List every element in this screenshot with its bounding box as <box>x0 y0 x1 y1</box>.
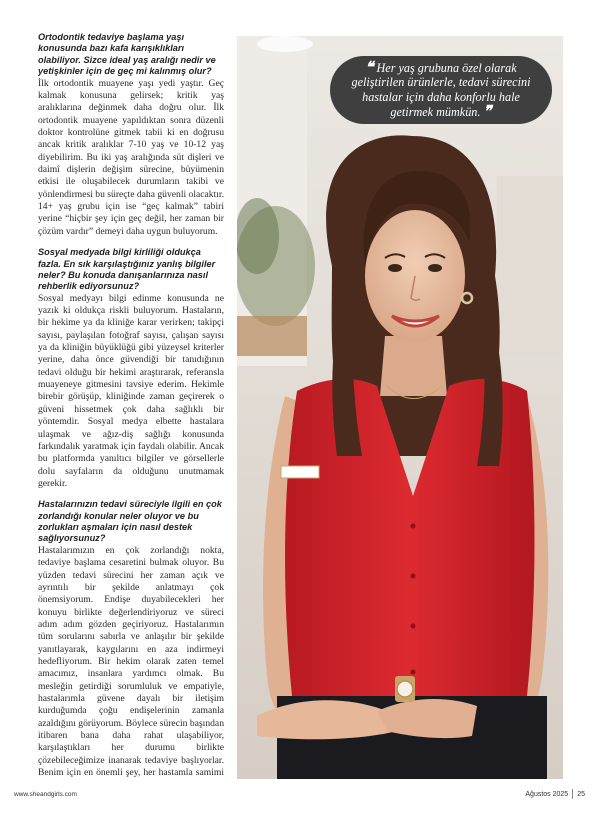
interview-question-2: Sosyal medyada bilgi kirliliği oldukça fazla. En sık karşılaştığınız yanlış bilgiler neler? Bu konuda danışanlarınıza nasıl rehberlik ediyorsunuz? <box>38 247 216 292</box>
interview-question-3: Hastalarınızın tedavi süreciyle ilgili en çok zorlandığı konular neler oluyor ve bu zorlukları aşmaları için nasıl destek sağlıyorsunuz? <box>38 499 222 544</box>
open-quote-icon: ❝ <box>365 59 374 76</box>
pull-quote-text <box>348 61 534 119</box>
footer-website: www.sheandgirls.com <box>14 791 77 798</box>
interview-answer-2: Sosyal medyayı bilgi edinme konusunda ne yazık ki oldukça riskli buluyorum. Hastaların, bir hekime ya da kliniğe karar verirken; takipçi sayısı, paylaşılan fotoğraf sayısı, çalışan sayısı ya da kliniğin büyüklüğü gibi yüzeysel kriterler yerine, daha önce güvendiği bir tanıdığının tedavi olduğu bir hekimi araştırarak, referansla muayeneye gitmesini tavsiye ederim. Hekimle birebir görüşüp, kliniğinde zaman geçirerek o güveni hissetmek çok daha sağlıklı bir yöntemdir. Sosyal medya elbette hastalara ulaşmak ve ağız-diş sağlığı konusunda farkındalık yaratmak için faydalı olabilir. Ancak bu platformda yanıltıcı bilgiler ve görsellerle dolu sayfaların da olduğunu unutmamak gerekir. <box>38 292 224 489</box>
pull-quote-body: Her yaş grubuna özel olarak geliştirilen ürünlerle, tedavi sürecini hastalar için daha konforlu hale getirmek mümkün. <box>351 60 531 119</box>
footer-issue: Ağustos 2025 <box>525 790 569 798</box>
interview-answer-3: Hastalarımızın en çok zorlandığı nokta, tedaviye başlama cesaretini bulmak oluyor. Bu yüzden tedavi sürecini her zaman açık ve ayrıntılı bir şekilde anlatmayı çok önemsiyorum. Endişe duyabilecekleri her konuyu birlikte değerlendiriyoruz ve süreci adım adım gözden geçiriyoruz. Hastalarımın tüm sorularını sabırla ve anlaşılır bir şekilde yanıtlayarak, kaygılarını en aza indirmeyi hedefliyorum. Bir hekim olarak zaten temel amacımız, insanlara yardımcı olmak. Bu mesleğin getirdiği sorumluluk ve empatiyle, hastalarımla güvene dayalı bir iletişim kurduğumda çoğu endişelerinin zamanla azaldığını görüyorum. Böylece sürecin başından itibaren bana daha rahat ulaşabiliyor, karşılaştıkları her durumu birlikte çözebileceğimize inanarak tedaviye başlıyorlar. Benim için en önemli şey, her hastamla samimi <box>38 544 224 777</box>
portrait-illustration <box>237 36 563 779</box>
close-quote-icon: ❞ <box>483 103 492 120</box>
interview-answer-1: İlk ortodontik muayene yaşı yedi yaştır. Geç kalmak konusuna gelirsek; kritik yaş aralıklarına değinmek daha doğru olur. İlk ortodontik muayene yapıldıktan sonra düzenli doktor kontrolüne gitmek tabii ki en doğrusu ancak kritik aralıklar 7-10 yaş ve 10-12 yaş diyebilirim. Bu iki yaş aralığında süt dişleri ve daimî dişlerin değişim sürecine, büyümenin etkisi ile oluşabilecek durumların takibi ve yönlendirmesi bu süreçte daha güvenli olacaktır. 14+ yaş grubu için ise “geç kalmak” tabiri yerine “hiçbir şey için geç değil, her zaman bir çözüm vardır” demeyi daha uygun buluyorum. <box>38 77 224 237</box>
portrait-photo <box>237 36 563 779</box>
pull-quote <box>330 56 552 124</box>
interview-question-1: Ortodontik tedaviye başlama yaşı konusunda bazı kafa karışıklıkları olabiliyor. Sizce ideal yaş aralığı nedir ve yetişkinler için de geç mi kalınmış olur? <box>38 32 216 77</box>
footer-page-info <box>525 789 585 799</box>
footer-page-number: 25 <box>577 790 585 798</box>
footer-divider <box>572 789 573 799</box>
article-text-column <box>38 32 224 777</box>
